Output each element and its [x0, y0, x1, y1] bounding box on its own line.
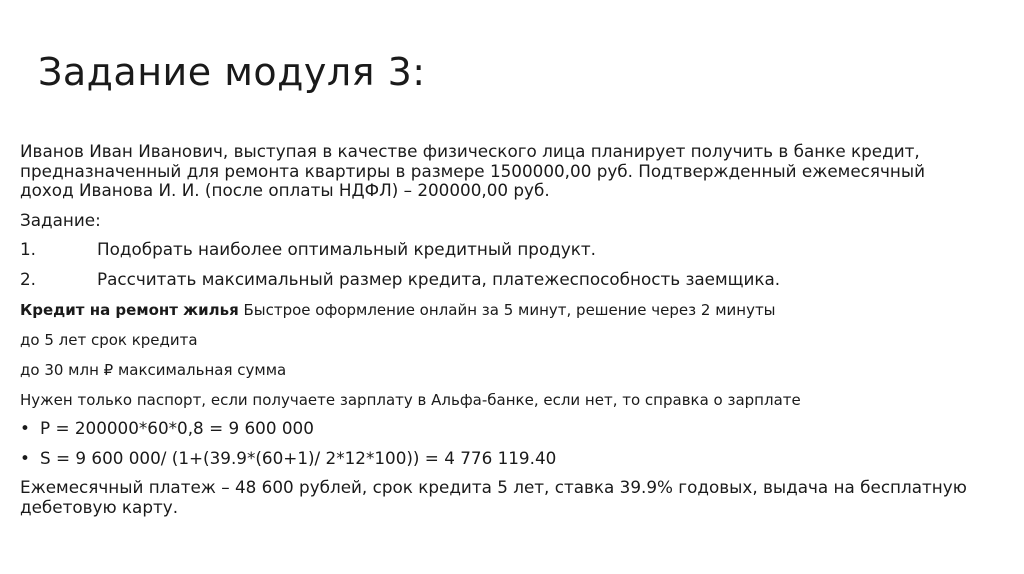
task-text: Подобрать наиболее оптимальный кредитный продукт.: [97, 239, 596, 259]
bullet-icon: •: [20, 418, 30, 438]
requirements-line: Нужен только паспорт, если получаете зарплату в Альфа-банке, если нет, то справка о зарплате: [20, 391, 801, 409]
task-text: Рассчитать максимальный размер кредита, платежеспособность заемщика.: [97, 268, 781, 289]
task-heading: Задание:: [20, 209, 101, 230]
conclusion-line-1: Ежемесячный платеж – 48 600 рублей, срок кредита 5 лет, ставка 39.9% годовых, выдача на бесплатную: [20, 477, 967, 497]
formula-item-1: [20, 419, 995, 439]
task-item-1: [20, 240, 995, 260]
product-name: Кредит на ремонт жилья: [20, 301, 239, 319]
bullet-icon: •: [20, 447, 30, 468]
task-item-2: [20, 270, 995, 290]
slide-body: [20, 142, 995, 517]
intro-line-2: предназначенный для ремонта квартиры в размере 1500000,00 руб. Подтвержденный ежемесячный: [20, 160, 926, 181]
intro-line-3: доход Иванова И. И. (после оплаты НДФЛ) – 200000,00 руб.: [20, 180, 550, 200]
task-number: 2.: [20, 268, 37, 289]
term-line: до 5 лет срок кредита: [20, 331, 198, 349]
formula-item-2: [20, 449, 995, 469]
conclusion-line-2: дебетовую карту.: [20, 496, 179, 517]
amount-line: до 30 млн ₽ максимальная сумма: [20, 361, 287, 379]
intro-line-1: Иванов Иван Иванович, выступая в качестве физического лица планирует получить в банке кредит,: [20, 141, 920, 161]
product-line: [20, 301, 995, 319]
formula-text: P = 200000*60*0,8 = 9 600 000: [40, 418, 314, 438]
task-number: 1.: [20, 239, 37, 259]
product-description: Быстрое оформление онлайн за 5 минут, решение через 2 минуты: [238, 301, 776, 319]
slide-title: Задание модуля 3:: [38, 50, 426, 94]
formula-text: S = 9 600 000/ (1+(39.9*(60+1)/ 2*12*100)) = 4 776 119.40: [40, 447, 557, 468]
